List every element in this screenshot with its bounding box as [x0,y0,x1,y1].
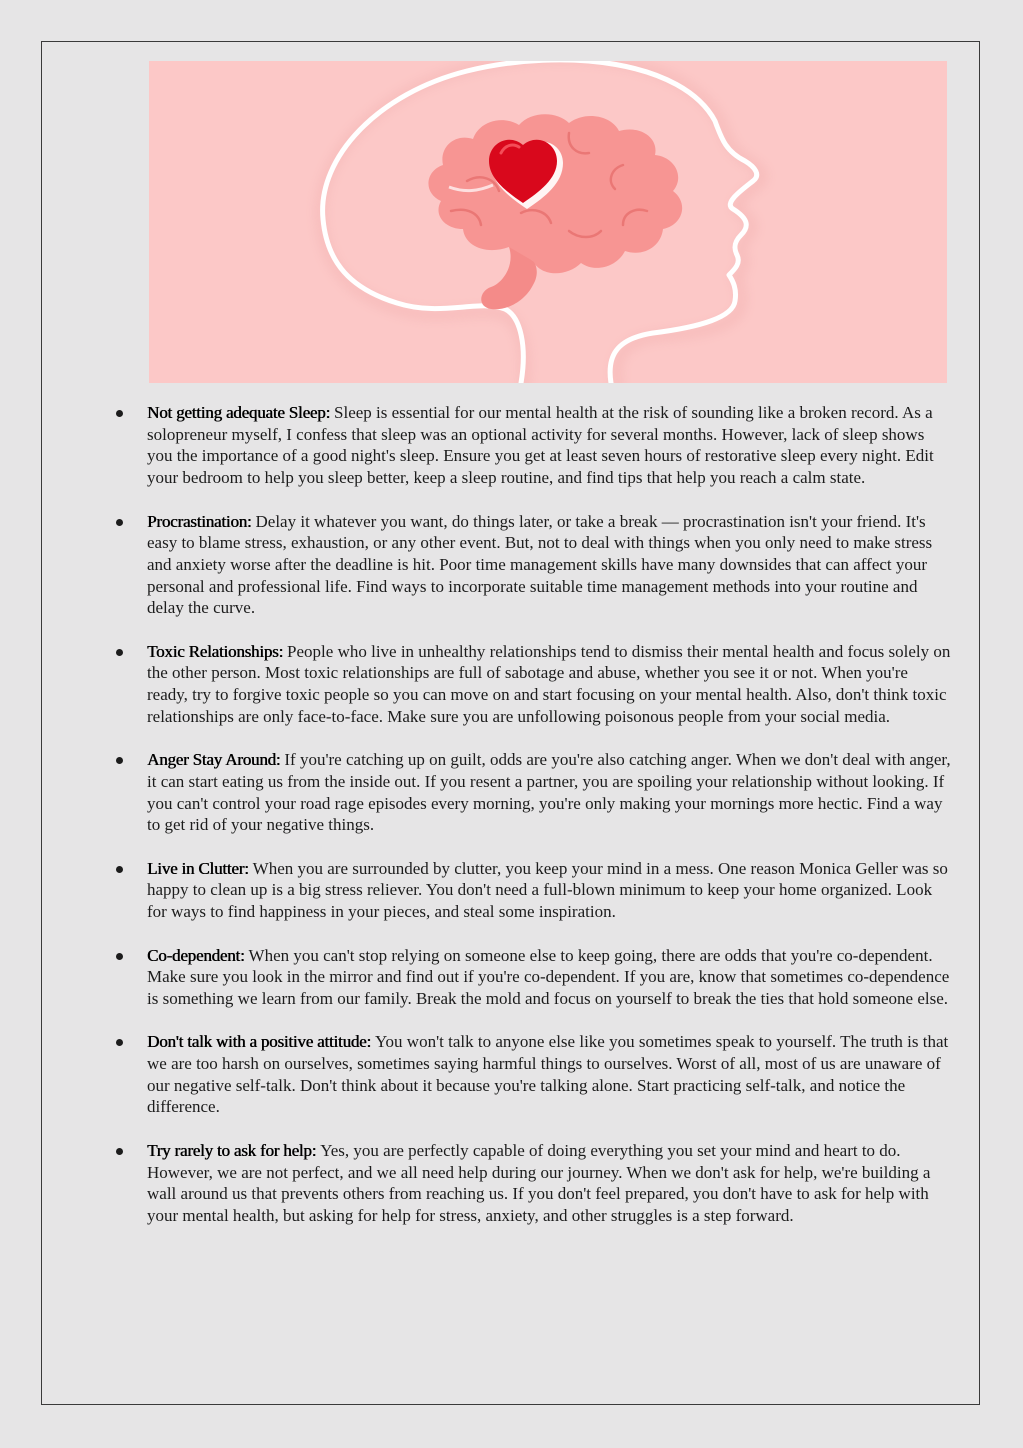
item-text: Sleep is essential for our mental health at the risk of sounding like a broken record. As a solopreneur myself, I confess that sleep was an optional activity for several months. However, lack of sleep shows you the importance of a good night's sleep. Ensure you get at least seven hours of restorative sleep every night. Edit your bedroom to help you sleep better, keep a sleep routine, and find tips that help you reach a calm state. [147,403,934,488]
item-title: Toxic Relationships: [147,641,288,661]
item-title: Anger Stay Around: [147,750,285,770]
list-item [107,402,952,489]
bullet-icon [116,1039,123,1046]
item-text: When you can't stop relying on someone else to keep going, there are odds that you're co-dependent. Make sure you look in the mirror and find out if you're co-dependent. If you are, know that sometimes co-dependence is something we learn from our family. Break the mold and focus on yourself to break the ties that hold someone else. [147,945,950,1008]
item-text: You won't talk to anyone else like you sometimes speak to yourself. The truth is that we are too harsh on ourselves, sometimes saying harmful things to ourselves. Worst of all, most of us are unaware of our negative self-talk. Don't think about it because you're talking alone. Start practicing self-talk, and notice the difference. [147,1032,949,1117]
bullet-icon [116,757,123,764]
item-text: People who live in unhealthy relationships tend to dismiss their mental health and focus solely on the other person. Most toxic relationships are full of sabotage and abuse, whether you see it or not. When you're ready, try to forgive toxic people so you can move on and start focusing on your mental health. Also, don't think toxic relationships are only face-to-face. Make sure you are unfollowing poisonous people from your social media. [147,641,951,726]
list-item [107,641,952,728]
item-title: Not getting adequate Sleep: [147,403,335,422]
item-title: Try rarely to ask for help: [147,1140,321,1160]
item-text: Delay it whatever you want, do things later, or take a break — procrastination isn't your friend. It's easy to blame stress, exhaustion, or any other event. But, not to deal with things when you only need to make stress and anxiety worse after the deadline is hit. Poor time management skills have many downsides that can affect your personal and professional life. Find ways to incorporate suitable time management methods into your routine and delay the curve. [147,511,933,618]
bullet-icon [116,410,123,417]
item-text: When you are surrounded by clutter, you keep your mind in a mess. One reason Monica Geller was so happy to clean up is a big stress reliever. You don't need a full-blown minimum to keep your home organized. Look for ways to find happiness in your pieces, and steal some inspiration. [147,858,948,922]
mental-health-illustration [149,61,947,383]
factors-list [107,402,952,1248]
list-item [107,749,952,836]
list-item [107,1140,952,1227]
item-title: Co-dependent: [147,945,249,965]
bullet-icon [116,519,123,526]
item-text: If you're catching up on guilt, odds are you're also catching anger. When we don't deal with anger, it can start eating us from the inside out. If you resent a partner, you are spoiling your relationship without looking. If you can't control your road rage episodes every morning, you're only making your mornings more hectic. Find a way to get rid of your negative things. [147,750,951,835]
bullet-icon [116,649,123,656]
list-item [107,858,952,923]
item-text: Yes, you are perfectly capable of doing everything you set your mind and heart to do. However, we are not perfect, and we all need help during our journey. When we don't ask for help, we're building a wall around us that prevents others from reaching us. If you don't feel prepared, you don't have to ask for help with your mental health, but asking for help for stress, anxiety, and other struggles is a step forward. [147,1140,931,1225]
bullet-icon [116,953,123,960]
bullet-icon [116,1148,123,1155]
bullet-icon [116,866,123,873]
item-title: Procrastination: [147,511,256,531]
item-title: Don't talk with a positive attitude: [147,1032,375,1052]
list-item [107,511,952,620]
list-item [107,1031,952,1118]
item-title: Live in Clutter: [147,858,253,878]
list-item [107,945,952,1010]
